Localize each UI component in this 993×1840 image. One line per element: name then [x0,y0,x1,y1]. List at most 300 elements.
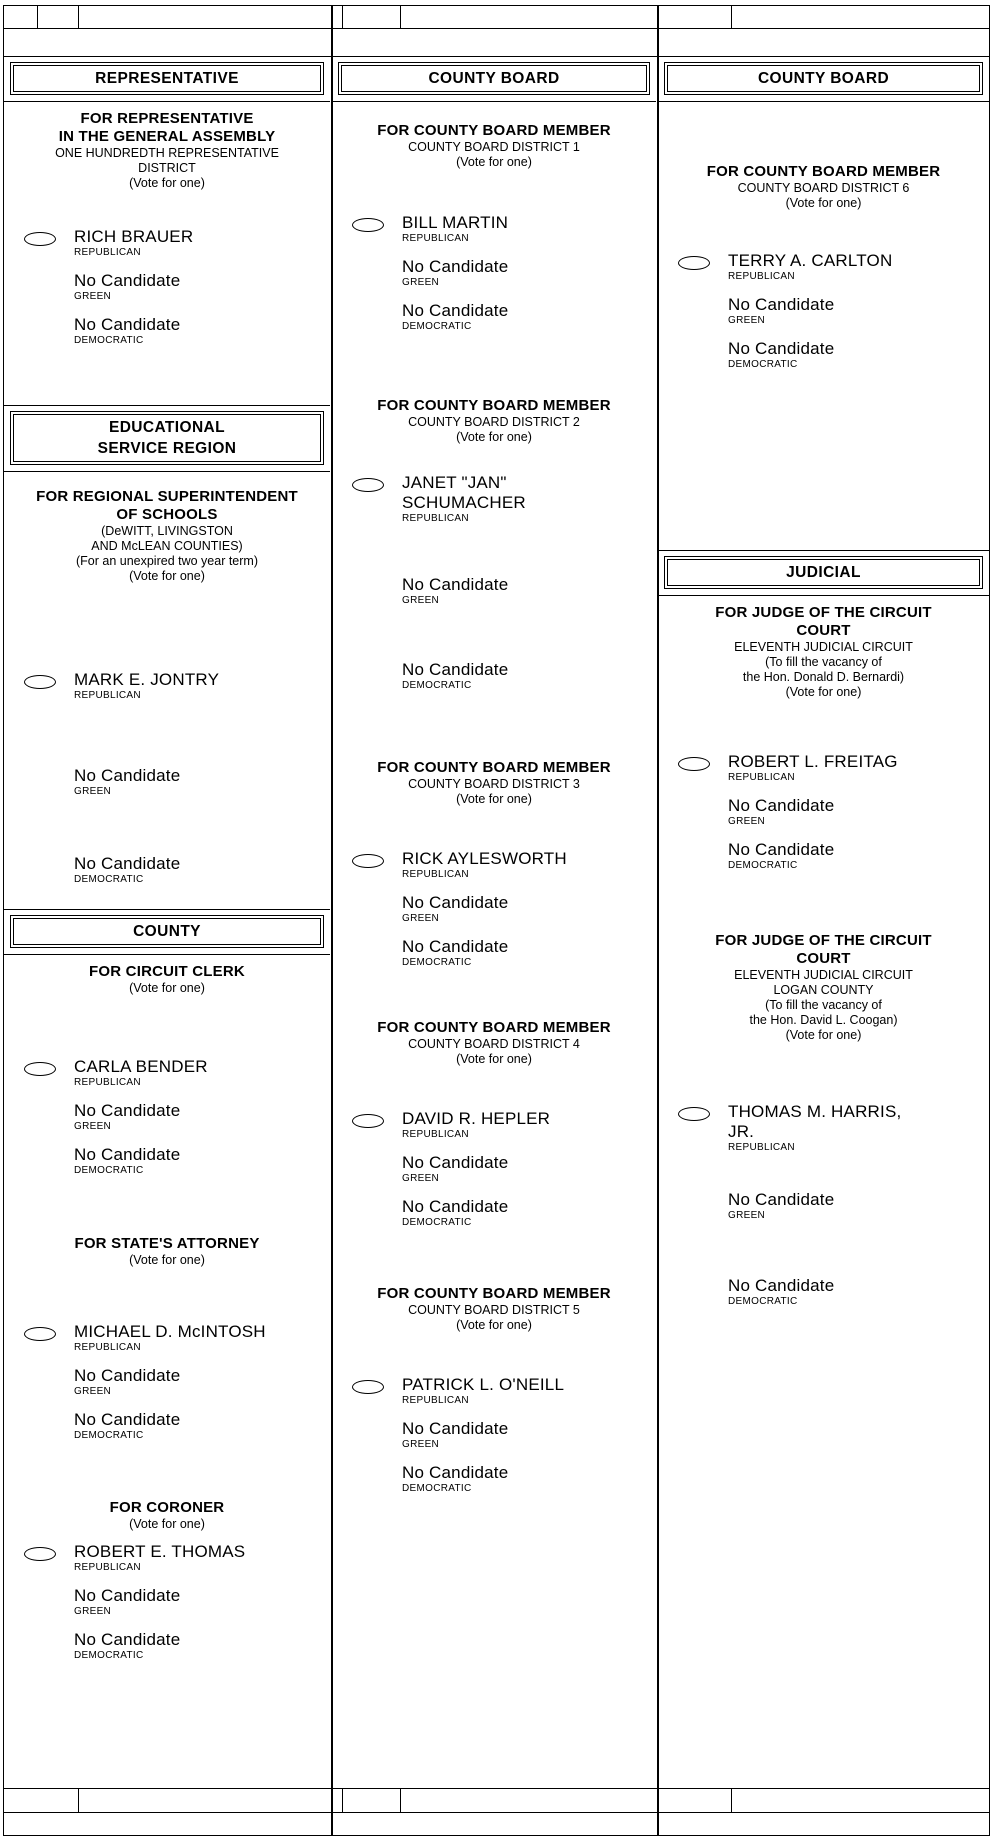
candidate-party: REPUBLICAN [74,1342,141,1353]
candidate-text [74,227,193,259]
oval-cell [678,796,728,801]
candidate-name: ROBERT E. THOMAS [74,1542,246,1561]
candidate-party: REPUBLICAN [402,513,469,524]
oval-cell [24,854,74,859]
oval-michael-d-mcintosh[interactable] [24,1327,56,1341]
candidate-row [4,670,330,702]
contest-for-county-board-member-3 [332,759,656,969]
timing-mark [731,5,732,28]
oval-bill-martin[interactable] [352,218,384,232]
section-header-title [667,559,980,586]
oval-cell [352,1463,402,1468]
candidate-party: DEMOCRATIC [728,359,798,370]
vote-instruction: (Vote for one) [456,1052,532,1066]
candidate-row [4,1586,330,1618]
oval-cell [678,339,728,344]
candidate-party: REPUBLICAN [728,772,795,783]
no-candidate-label: No Candidate [402,301,509,320]
no-candidate-label: No Candidate [74,1366,181,1385]
candidate-row [332,473,656,525]
oval-cell [352,1419,402,1424]
candidate-row [332,1419,656,1451]
oval-cell [24,1542,74,1561]
timing-mark [78,5,79,28]
contest-title-line: COURT [796,622,851,639]
oval-cell [352,257,402,262]
contest-detail-line: AND McLEAN COUNTIES) [91,539,243,553]
oval-rich-brauer[interactable] [24,232,56,246]
oval-cell [352,937,402,942]
candidate-row [658,295,989,327]
candidate-text [728,840,834,872]
oval-robert-e-thomas[interactable] [24,1547,56,1561]
candidate-row [332,1109,656,1141]
oval-rick-aylesworth[interactable] [352,854,384,868]
section-header-row-educational-service-region [4,405,330,472]
candidate-text [74,1101,180,1133]
vote-instruction: (Vote for one) [129,176,205,190]
section-header-box [10,62,324,95]
oval-cell [24,766,74,771]
candidate-text [74,854,180,886]
candidate-row [4,1322,330,1354]
candidate-party: DEMOCRATIC [728,860,798,871]
oval-cell [24,1101,74,1106]
candidate-text [402,1419,508,1451]
candidate-name: DAVID R. HEPLER [402,1109,551,1128]
section-title-line: COUNTY BOARD [428,70,560,87]
candidate-name: JR. [728,1122,755,1141]
no-candidate-label: No Candidate [74,1410,181,1429]
candidate-party: GREEN [728,315,766,326]
candidate-party: DEMOCRATIC [74,1650,144,1661]
candidate-text [74,1366,180,1398]
candidate-party: DEMOCRATIC [402,680,472,691]
contest-for-county-board-member-4 [332,1019,656,1229]
oval-thomas-m-harris-jr[interactable] [678,1107,710,1121]
candidate-row [332,1197,656,1229]
candidate-text [74,1057,208,1089]
candidate-row [4,854,330,886]
candidate-name: RICK AYLESWORTH [402,849,567,868]
no-candidate-label: No Candidate [728,1190,835,1209]
contest-for-regional-superintendent-of-schools-3 [4,488,330,886]
candidate-party: REPUBLICAN [402,869,469,880]
oval-cell [352,849,402,868]
no-candidate-label: No Candidate [74,1586,181,1605]
contest-for-judge-of-the-circuit-court-4 [658,932,989,1308]
candidate-party: REPUBLICAN [74,1562,141,1573]
candidate-party: GREEN [402,1173,440,1184]
candidate-name: SCHUMACHER [402,493,526,512]
oval-cell [24,227,74,246]
contest-detail-line: COUNTY BOARD DISTRICT 4 [408,1037,580,1051]
candidate-row [658,339,989,371]
no-candidate-label: No Candidate [74,1630,181,1649]
oval-cell [24,1630,74,1635]
section-title-line: JUDICIAL [786,564,861,581]
candidate-row [332,1463,656,1495]
candidate-text [728,1190,834,1222]
section-title-line: SERVICE REGION [97,440,237,457]
candidate-row [4,1630,330,1662]
oval-cell [678,840,728,845]
timing-mark [37,5,38,28]
candidate-text [728,796,834,828]
section-header-title [13,65,321,92]
candidate-text [74,1542,245,1574]
contest-title-line: FOR COUNTY BOARD MEMBER [377,397,611,414]
contest-title-line: FOR JUDGE OF THE CIRCUIT [715,604,932,621]
no-candidate-label: No Candidate [728,295,835,314]
no-candidate-label: No Candidate [402,1197,509,1216]
contest-for-judge-of-the-circuit-court-3 [658,604,989,872]
candidate-text [74,271,180,303]
candidate-name: CARLA BENDER [74,1057,208,1076]
contest-title-line: IN THE GENERAL ASSEMBLY [58,128,276,145]
contest-for-county-board-member-1 [332,122,656,333]
oval-cell [678,1190,728,1195]
no-candidate-label: No Candidate [728,796,835,815]
oval-carla-bender[interactable] [24,1062,56,1076]
oval-cell [352,893,402,898]
oval-cell [24,1145,74,1150]
oval-cell [24,670,74,689]
candidate-row [4,1101,330,1133]
candidate-text [74,1145,180,1177]
oval-cell [678,1102,728,1121]
oval-cell [24,1322,74,1341]
contest-detail-line: COUNTY BOARD DISTRICT 2 [408,415,580,429]
candidate-text [402,213,508,245]
candidate-name: PATRICK L. O'NEILL [402,1375,565,1394]
candidate-name: THOMAS M. HARRIS, [728,1102,902,1121]
no-candidate-label: No Candidate [74,766,181,785]
section-header-box [10,915,324,948]
contest-title-line: FOR COUNTY BOARD MEMBER [377,1285,611,1302]
candidate-text [402,473,526,525]
candidate-name: JANET "JAN" [402,473,507,492]
candidate-text [402,893,508,925]
candidate-text [74,1410,180,1442]
candidate-text [74,1586,180,1618]
candidate-party: DEMOCRATIC [402,1483,472,1494]
oval-cell [352,213,402,232]
candidate-party: DEMOCRATIC [402,321,472,332]
candidate-text [402,1463,508,1495]
candidate-party: REPUBLICAN [74,247,141,258]
candidate-row [332,660,656,692]
vote-instruction: (Vote for one) [129,569,205,583]
oval-cell [352,575,402,580]
candidate-text [74,1630,180,1662]
candidate-row [332,575,656,607]
candidate-party: REPUBLICAN [402,233,469,244]
candidate-party: DEMOCRATIC [402,1217,472,1228]
candidate-party: GREEN [74,1121,112,1132]
vote-instruction: (Vote for one) [785,685,862,699]
candidate-party: GREEN [728,816,766,827]
oval-terry-a-carlton[interactable] [678,256,710,270]
contest-detail-line: (For an unexpired two year term) [75,554,258,568]
candidate-party: DEMOCRATIC [402,957,472,968]
vote-instruction: (Vote for one) [785,1028,862,1042]
contest-title-line: FOR REGIONAL SUPERINTENDENT [36,488,298,505]
contest-for-circuit-clerk-5 [4,963,330,1177]
contest-detail-line: COUNTY BOARD DISTRICT 6 [737,181,910,195]
no-candidate-label: No Candidate [402,1463,509,1482]
contest-title-line: FOR COUNTY BOARD MEMBER [377,1019,611,1036]
oval-cell [352,301,402,306]
contest-detail-line: (To fill the vacancy of [765,655,882,669]
candidate-text [74,315,180,347]
candidate-party: GREEN [74,291,112,302]
bottom-strip-divider-line [3,1812,990,1813]
no-candidate-label: No Candidate [402,575,509,594]
candidate-text [402,257,508,289]
oval-cell [24,315,74,320]
oval-cell [352,660,402,665]
contest-title-line: FOR COUNTY BOARD MEMBER [706,163,941,180]
oval-cell [24,1410,74,1415]
no-candidate-label: No Candidate [74,1145,181,1164]
candidate-row [4,1542,330,1574]
candidate-name: MICHAEL D. McINTOSH [74,1322,266,1341]
vote-instruction: (Vote for one) [129,1517,205,1531]
candidate-name: RICH BRAUER [74,227,194,246]
candidate-party: REPUBLICAN [74,690,141,701]
candidate-text [402,1197,508,1229]
contest-detail-line: (To fill the vacancy of [765,998,882,1012]
timing-mark [400,5,401,28]
candidate-party: DEMOCRATIC [74,1165,144,1176]
no-candidate-label: No Candidate [402,1419,509,1438]
candidate-row [332,849,656,881]
top-strip-divider-line [3,28,990,29]
ballot-column-1 [4,56,330,1788]
candidate-text [402,301,508,333]
contest-detail-line: the Hon. David L. Coogan) [749,1013,898,1027]
ballot-column-3 [658,56,989,1788]
section-title-line: EDUCATIONAL [108,419,226,436]
candidate-row [4,315,330,347]
timing-mark [731,1788,732,1812]
contest-title-line: FOR COUNTY BOARD MEMBER [377,122,611,139]
oval-cell [352,1375,402,1394]
contest-detail-line: DISTRICT [138,161,196,175]
candidate-party: GREEN [402,913,440,924]
candidate-text [728,339,834,371]
section-header-title [667,65,980,92]
contest-title-line: FOR REPRESENTATIVE [80,110,254,127]
candidate-row [4,1410,330,1442]
contest-title-line: OF SCHOOLS [116,506,218,523]
candidate-party: GREEN [74,786,112,797]
candidate-text [728,752,898,784]
candidate-text [74,766,180,798]
contest-detail-line: COUNTY BOARD DISTRICT 1 [408,140,580,154]
timing-mark [400,1788,401,1812]
no-candidate-label: No Candidate [74,271,181,290]
contest-detail-line: COUNTY BOARD DISTRICT 5 [408,1303,580,1317]
section-header-row-county-board [658,56,989,102]
contest-detail-line: COUNTY BOARD DISTRICT 3 [408,777,580,791]
candidate-text [402,1153,508,1185]
section-header-row-judicial [658,550,989,596]
candidate-party: DEMOCRATIC [74,874,144,885]
candidate-party: DEMOCRATIC [74,335,144,346]
no-candidate-label: No Candidate [74,315,181,334]
oval-david-r-hepler[interactable] [352,1114,384,1128]
section-header-row-county-board [332,56,656,102]
candidate-text [402,937,508,969]
candidate-row [658,1190,989,1222]
oval-cell [678,251,728,270]
vote-instruction: (Vote for one) [456,430,532,444]
contest-for-representative-in-the-general-assembly-1 [4,110,330,347]
contest-for-county-board-member-1 [658,163,989,371]
candidate-party: REPUBLICAN [728,1142,795,1153]
candidate-row [332,213,656,245]
candidate-row [658,796,989,828]
section-header-title [13,918,321,945]
vote-instruction: (Vote for one) [785,196,862,210]
no-candidate-label: No Candidate [74,854,181,873]
contest-detail-line: the Hon. Donald D. Bernardi) [742,670,905,684]
contest-detail-line: (DeWITT, LIVINGSTON [101,524,233,538]
content-bottom-line [3,1788,990,1789]
oval-cell [352,1153,402,1158]
candidate-party: GREEN [402,1439,440,1450]
candidate-text [402,849,567,881]
candidate-text [728,295,834,327]
contest-detail-line: ONE HUNDREDTH REPRESENTATIVE [55,146,279,160]
section-header-box [338,62,650,95]
candidate-text [402,660,508,692]
no-candidate-label: No Candidate [402,660,509,679]
candidate-row [4,1057,330,1089]
contest-title-line: COURT [796,950,851,967]
timing-mark [342,5,343,28]
candidate-party: REPUBLICAN [728,271,795,282]
oval-cell [352,1197,402,1202]
oval-janet-jan-schumacher[interactable] [352,478,384,492]
oval-cell [678,295,728,300]
section-header-row-county [4,909,330,955]
candidate-row [332,301,656,333]
no-candidate-label: No Candidate [728,339,835,358]
candidate-row [658,752,989,784]
candidate-row [332,257,656,289]
candidate-party: GREEN [74,1386,112,1397]
candidate-text [728,1102,901,1154]
candidate-row [658,1276,989,1308]
contest-detail-line: ELEVENTH JUDICIAL CIRCUIT [734,640,913,654]
vote-instruction: (Vote for one) [456,792,532,806]
oval-cell [352,1109,402,1128]
candidate-name: TERRY A. CARLTON [728,251,893,270]
timing-mark [78,1788,79,1812]
contest-for-state-s-attorney-6 [4,1235,330,1442]
contest-title-line: FOR COUNTY BOARD MEMBER [377,759,611,776]
candidate-row [658,251,989,283]
contest-for-county-board-member-2 [332,397,656,692]
no-candidate-label: No Candidate [728,1276,835,1295]
no-candidate-label: No Candidate [402,893,509,912]
candidate-row [4,1366,330,1398]
contest-for-county-board-member-5 [332,1285,656,1495]
contest-title-line: FOR JUDGE OF THE CIRCUIT [715,932,932,949]
contest-title-line: FOR STATE'S ATTORNEY [74,1235,260,1252]
candidate-party: GREEN [402,595,440,606]
no-candidate-label: No Candidate [74,1101,181,1120]
section-title-line: COUNTY [133,923,201,940]
section-header-box [664,556,983,589]
candidate-text [402,1109,550,1141]
candidate-row [658,1102,989,1154]
vote-instruction: (Vote for one) [129,981,205,995]
candidate-text [402,1375,564,1407]
oval-cell [24,271,74,276]
candidate-row [4,766,330,798]
oval-cell [24,1366,74,1371]
oval-patrick-l-o-neill[interactable] [352,1380,384,1394]
candidate-text [402,575,508,607]
candidate-party: DEMOCRATIC [728,1296,798,1307]
candidate-party: GREEN [728,1210,766,1221]
contest-detail-line: LOGAN COUNTY [773,983,874,997]
section-header-title [341,65,647,92]
oval-cell [678,1276,728,1281]
candidate-party: REPUBLICAN [74,1077,141,1088]
oval-mark-e-jontry[interactable] [24,675,56,689]
no-candidate-label: No Candidate [402,257,509,276]
vote-instruction: (Vote for one) [456,1318,532,1332]
timing-mark [342,1788,343,1812]
section-header-box [10,411,324,465]
candidate-row [332,1375,656,1407]
candidate-text [728,1276,834,1308]
contest-title-line: FOR CIRCUIT CLERK [89,963,245,980]
candidate-party: REPUBLICAN [402,1129,469,1140]
contest-title-line: FOR CORONER [109,1499,225,1516]
candidate-text [728,251,892,283]
contest-for-coroner-7 [4,1499,330,1662]
section-header-row-representative [4,56,330,102]
candidate-party: GREEN [74,1606,112,1617]
candidate-row [332,893,656,925]
oval-cell [24,1586,74,1591]
no-candidate-label: No Candidate [728,840,835,859]
no-candidate-label: No Candidate [402,937,509,956]
candidate-text [74,670,219,702]
candidate-name: BILL MARTIN [402,213,509,232]
no-candidate-label: No Candidate [402,1153,509,1172]
vote-instruction: (Vote for one) [456,155,532,169]
candidate-party: REPUBLICAN [402,1395,469,1406]
candidate-name: ROBERT L. FREITAG [728,752,898,771]
oval-robert-l-freitag[interactable] [678,757,710,771]
candidate-row [4,227,330,259]
candidate-party: GREEN [402,277,440,288]
section-header-title [13,414,321,462]
candidate-text [74,1322,266,1354]
candidate-row [332,1153,656,1185]
oval-cell [352,473,402,492]
candidate-row [4,271,330,303]
contest-detail-line: ELEVENTH JUDICIAL CIRCUIT [734,968,913,982]
section-title-line: REPRESENTATIVE [95,70,239,87]
